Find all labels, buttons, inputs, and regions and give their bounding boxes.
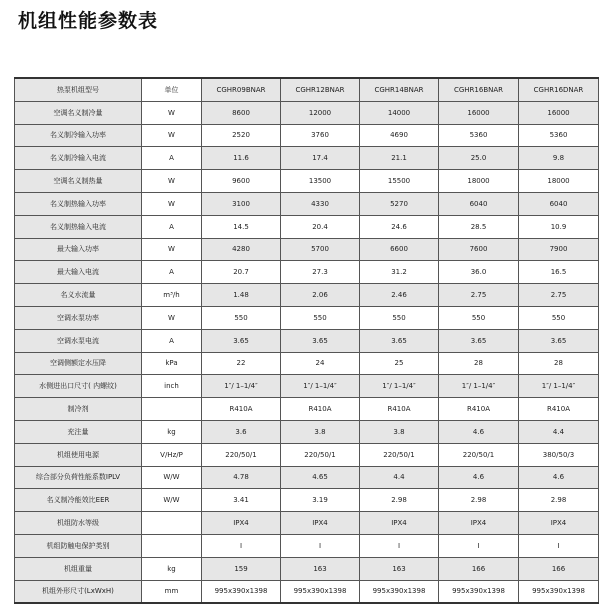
row-label: 名义制冷能效比EER — [15, 489, 142, 512]
table-row — [15, 398, 599, 421]
row-value: 4280 — [202, 238, 281, 261]
row-unit: W — [142, 101, 202, 124]
row-unit: kg — [142, 557, 202, 580]
row-value: 550 — [519, 306, 599, 329]
row-value: 3.65 — [439, 329, 519, 352]
table-row — [15, 306, 599, 329]
row-value: 3.8 — [281, 420, 360, 443]
row-value: 7900 — [519, 238, 599, 261]
row-label: 名义制冷输入功率 — [15, 124, 142, 147]
row-value: 4690 — [360, 124, 439, 147]
row-unit: W — [142, 192, 202, 215]
row-value: 1″/ 1–1/4″ — [360, 375, 439, 398]
table-row — [15, 580, 599, 603]
table-row — [15, 124, 599, 147]
table-row — [15, 170, 599, 193]
row-unit: A — [142, 329, 202, 352]
row-value: I — [281, 534, 360, 557]
row-value: 9600 — [202, 170, 281, 193]
row-unit: A — [142, 215, 202, 238]
row-value: 9.8 — [519, 147, 599, 170]
row-value: 550 — [360, 306, 439, 329]
row-value: 995x390x1398 — [281, 580, 360, 603]
row-value: 995x390x1398 — [519, 580, 599, 603]
row-value: 166 — [439, 557, 519, 580]
row-value: 995x390x1398 — [439, 580, 519, 603]
table-row — [15, 466, 599, 489]
row-unit: mm — [142, 580, 202, 603]
model-header: CGHR14BNAR — [360, 78, 439, 101]
row-label: 充注量 — [15, 420, 142, 443]
row-value: 14.5 — [202, 215, 281, 238]
table-row — [15, 375, 599, 398]
table-row — [15, 261, 599, 284]
row-value: 4.6 — [519, 466, 599, 489]
row-unit: W — [142, 124, 202, 147]
row-value: 159 — [202, 557, 281, 580]
row-value: 17.4 — [281, 147, 360, 170]
row-value: R410A — [360, 398, 439, 421]
row-value: I — [519, 534, 599, 557]
row-label: 制冷剂 — [15, 398, 142, 421]
row-value: 28 — [519, 352, 599, 375]
row-value: IPX4 — [281, 512, 360, 535]
row-unit: A — [142, 261, 202, 284]
row-value: I — [202, 534, 281, 557]
row-value: 13500 — [281, 170, 360, 193]
row-value: I — [439, 534, 519, 557]
row-value: 2.75 — [519, 284, 599, 307]
table-row — [15, 147, 599, 170]
table-row — [15, 352, 599, 375]
row-label: 空调水泵电流 — [15, 329, 142, 352]
table-row — [15, 329, 599, 352]
row-value: R410A — [202, 398, 281, 421]
row-value: 220/50/1 — [360, 443, 439, 466]
row-label: 空调名义制冷量 — [15, 101, 142, 124]
spec-table — [14, 77, 599, 604]
row-value: 380/50/3 — [519, 443, 599, 466]
row-value: IPX4 — [439, 512, 519, 535]
row-value: 4.4 — [519, 420, 599, 443]
row-value: 163 — [281, 557, 360, 580]
table-row — [15, 557, 599, 580]
row-value: 11.6 — [202, 147, 281, 170]
row-value: R410A — [519, 398, 599, 421]
row-value: 550 — [281, 306, 360, 329]
row-value: 3.8 — [360, 420, 439, 443]
row-value: 2.98 — [439, 489, 519, 512]
row-unit: W/W — [142, 466, 202, 489]
table-row — [15, 101, 599, 124]
row-value: 3.65 — [281, 329, 360, 352]
row-value: 31.2 — [360, 261, 439, 284]
row-value: 4.6 — [439, 420, 519, 443]
row-value: 28.5 — [439, 215, 519, 238]
row-value: 6040 — [439, 192, 519, 215]
row-value: R410A — [281, 398, 360, 421]
row-value: 3.65 — [360, 329, 439, 352]
row-value: 3.41 — [202, 489, 281, 512]
row-value: 25 — [360, 352, 439, 375]
row-value: 2.06 — [281, 284, 360, 307]
row-value: 4.78 — [202, 466, 281, 489]
row-label: 名义制热输入功率 — [15, 192, 142, 215]
row-value: 4330 — [281, 192, 360, 215]
row-value: 3100 — [202, 192, 281, 215]
row-label: 名义制热输入电流 — [15, 215, 142, 238]
row-value: 4.4 — [360, 466, 439, 489]
row-unit: W — [142, 170, 202, 193]
row-value: 4.6 — [439, 466, 519, 489]
row-value: 27.3 — [281, 261, 360, 284]
row-value: 3.65 — [202, 329, 281, 352]
row-value: 8600 — [202, 101, 281, 124]
row-unit: inch — [142, 375, 202, 398]
row-value: 6040 — [519, 192, 599, 215]
row-label: 机组重量 — [15, 557, 142, 580]
row-value: 4.65 — [281, 466, 360, 489]
model-header: CGHR09BNAR — [202, 78, 281, 101]
row-value: 220/50/1 — [439, 443, 519, 466]
row-value: 166 — [519, 557, 599, 580]
row-unit — [142, 534, 202, 557]
row-value: 1″/ 1–1/4″ — [281, 375, 360, 398]
page-title: 机组性能参数表 — [18, 10, 159, 32]
row-label: 最大输入功率 — [15, 238, 142, 261]
row-label: 空调水泵功率 — [15, 306, 142, 329]
table-row — [15, 420, 599, 443]
row-value: 1″/ 1–1/4″ — [439, 375, 519, 398]
row-unit: W — [142, 306, 202, 329]
row-label: 空调侧额定水压降 — [15, 352, 142, 375]
row-value: 220/50/1 — [281, 443, 360, 466]
table-row — [15, 238, 599, 261]
unit-header: 单位 — [142, 78, 202, 101]
row-value: 18000 — [439, 170, 519, 193]
row-value: 16.5 — [519, 261, 599, 284]
table-row — [15, 489, 599, 512]
row-value: 3760 — [281, 124, 360, 147]
row-value: 995x390x1398 — [360, 580, 439, 603]
model-header: CGHR16DNAR — [519, 78, 599, 101]
row-value: 3.65 — [519, 329, 599, 352]
row-value: 995x390x1398 — [202, 580, 281, 603]
row-label: 机组防触电保护类别 — [15, 534, 142, 557]
row-unit: W/W — [142, 489, 202, 512]
row-value: 1.48 — [202, 284, 281, 307]
row-label: 水侧进出口尺寸( 内螺纹) — [15, 375, 142, 398]
row-value: 24.6 — [360, 215, 439, 238]
row-value: 5360 — [439, 124, 519, 147]
row-value: 550 — [439, 306, 519, 329]
table-row — [15, 192, 599, 215]
row-value: IPX4 — [202, 512, 281, 535]
row-value: 2.75 — [439, 284, 519, 307]
row-value: 21.1 — [360, 147, 439, 170]
row-value: 25.0 — [439, 147, 519, 170]
row-value: 3.19 — [281, 489, 360, 512]
model-header: CGHR12BNAR — [281, 78, 360, 101]
row-value: 28 — [439, 352, 519, 375]
row-value: IPX4 — [519, 512, 599, 535]
row-value: 2520 — [202, 124, 281, 147]
row-value: 16000 — [439, 101, 519, 124]
row-value: 22 — [202, 352, 281, 375]
row-label: 机组防水等级 — [15, 512, 142, 535]
row-value: 163 — [360, 557, 439, 580]
row-value: R410A — [439, 398, 519, 421]
row-value: 2.98 — [519, 489, 599, 512]
row-label: 机组外形尺寸(LxWxH) — [15, 580, 142, 603]
table-row — [15, 284, 599, 307]
row-value: 36.0 — [439, 261, 519, 284]
row-value: 2.98 — [360, 489, 439, 512]
row-value: 16000 — [519, 101, 599, 124]
row-value: 18000 — [519, 170, 599, 193]
row-value: 10.9 — [519, 215, 599, 238]
row-value: 3.6 — [202, 420, 281, 443]
model-label-header: 热泵机组型号 — [15, 78, 142, 101]
row-value: 24 — [281, 352, 360, 375]
row-unit: W — [142, 238, 202, 261]
row-value: 220/50/1 — [202, 443, 281, 466]
row-label: 综合部分负荷性能系数IPLV — [15, 466, 142, 489]
row-label: 空调名义制热量 — [15, 170, 142, 193]
row-value: 2.46 — [360, 284, 439, 307]
row-unit: A — [142, 147, 202, 170]
row-value: I — [360, 534, 439, 557]
row-unit — [142, 512, 202, 535]
row-unit: m³/h — [142, 284, 202, 307]
row-unit: V/Hz/P — [142, 443, 202, 466]
table-row — [15, 534, 599, 557]
row-unit: kg — [142, 420, 202, 443]
header-row — [15, 78, 599, 101]
row-value: 5360 — [519, 124, 599, 147]
row-unit: kPa — [142, 352, 202, 375]
row-value: 1″/ 1–1/4″ — [202, 375, 281, 398]
row-value: IPX4 — [360, 512, 439, 535]
row-value: 550 — [202, 306, 281, 329]
row-unit — [142, 398, 202, 421]
row-value: 20.7 — [202, 261, 281, 284]
row-label: 名义水流量 — [15, 284, 142, 307]
row-value: 14000 — [360, 101, 439, 124]
row-label: 名义制冷输入电流 — [15, 147, 142, 170]
row-value: 12000 — [281, 101, 360, 124]
row-value: 5700 — [281, 238, 360, 261]
row-value: 1″/ 1–1/4″ — [519, 375, 599, 398]
model-header: CGHR16BNAR — [439, 78, 519, 101]
table-row — [15, 443, 599, 466]
row-value: 5270 — [360, 192, 439, 215]
row-label: 最大输入电流 — [15, 261, 142, 284]
row-value: 6600 — [360, 238, 439, 261]
row-value: 7600 — [439, 238, 519, 261]
table-row — [15, 512, 599, 535]
row-value: 20.4 — [281, 215, 360, 238]
row-label: 机组使用电源 — [15, 443, 142, 466]
table-row — [15, 215, 599, 238]
row-value: 15500 — [360, 170, 439, 193]
